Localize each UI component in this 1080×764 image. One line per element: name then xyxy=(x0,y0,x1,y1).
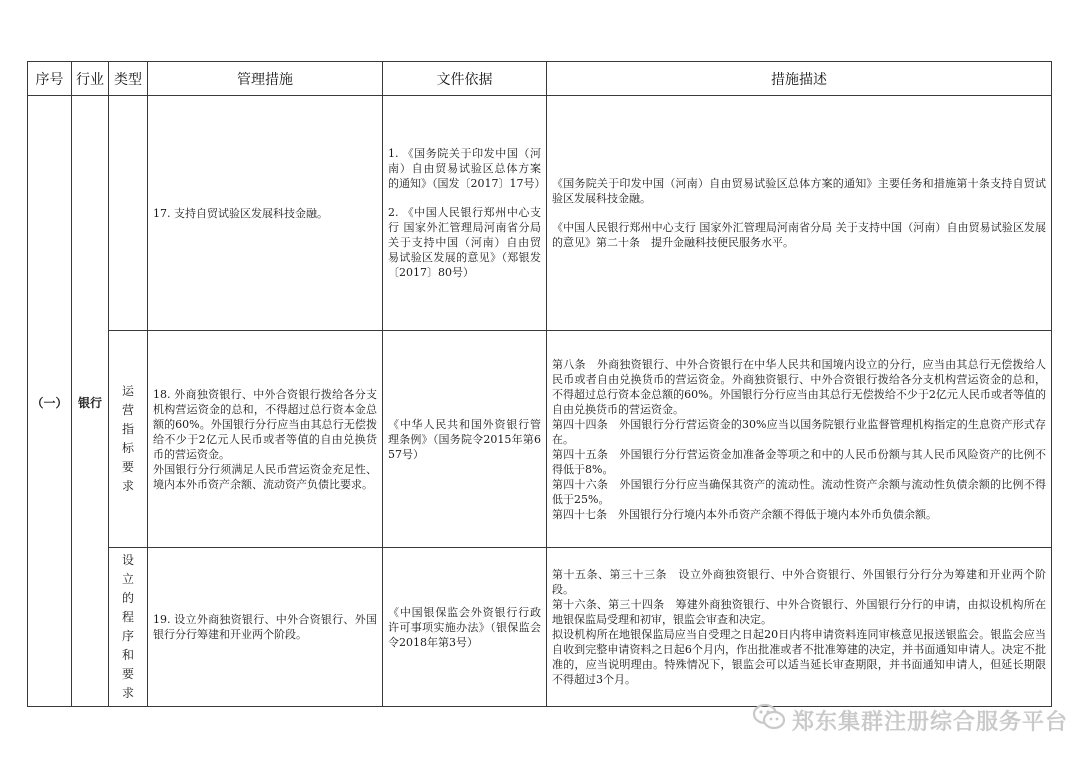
description-text: 《中国人民银行郑州中心支行 国家外汇管理局河南省分局 关于支持中国（河南）自由贸易试验区发展的意见》第二十条 提升金融科技便民服务水平。 xyxy=(552,221,1046,249)
description-cell xyxy=(547,96,1052,331)
table-row xyxy=(28,331,1052,548)
type-label: 运营指标要求 xyxy=(121,384,134,493)
description-text: 第四十七条 外国银行分行境内本外币资产余额不得低于境内本外币负债余额。 xyxy=(552,507,937,521)
measure-text: 17. 支持自贸试验区发展科技金融。 xyxy=(153,206,328,220)
basis-text: 2. 《中国人民银行郑州中心支行 国家外汇管理局河南省分局 关于支持中国（河南）自由贸易试验区发展的意见》（郑银发〔2017〕80号） xyxy=(388,206,541,279)
header-type: 类型 xyxy=(109,62,148,96)
measure-cell xyxy=(148,331,383,548)
basis-text: 《中国银保监会外资银行行政许可事项实施办法》（银保监会令2018年第3号） xyxy=(388,605,541,649)
description-text: 拟设机构所在地银保监局应当自受理之日起20日内将申请资料连同审核意见报送银监会。银监会应当自收到完整申请资料之日起6个月内，作出批准或者不批准筹建的决定，并书面通知申请人。决定不批准的，应当说明理由。特殊情况下，银监会可以适当延长审查期限，并书面通知申请人，但延长期限不得超过3个月。 xyxy=(552,628,1046,686)
measure-text: 18. 外商独资银行、中外合资银行拨给各分支机构营运资金的总和，不得超过总行资本金总额的60%。外国银行分行应当由其总行无偿拨给不少于2亿元人民币或者等值的自由兑换货币的营运资金。 xyxy=(153,387,377,461)
description-text: 第八条 外商独资银行、中外合资银行在中华人民共和国境内设立的分行，应当由其总行无偿拨给人民币或者自由兑换货币的营运资金。外商独资银行、中外合资银行拨给各分支机构营运资金的总和，不得超过总行资本金总额的60%。外国银行分行应当由其总行无偿拨给不少于2亿元人民币或者等值的自由兑换货币的营运资金。 xyxy=(552,357,1046,416)
header-measure: 管理措施 xyxy=(148,62,383,96)
description-text: 第十五条、第三十三条 设立外商独资银行、中外合资银行、外国银行分行分为筹建和开业两个阶段。 xyxy=(552,568,1046,596)
table-row xyxy=(28,96,1052,331)
type-cell xyxy=(109,96,148,331)
basis-cell xyxy=(383,548,547,707)
header-description: 措施描述 xyxy=(547,62,1052,96)
header-industry: 行业 xyxy=(72,62,109,96)
type-cell xyxy=(109,331,148,548)
basis-text: 《中华人民共和国外资银行管理条例》（国务院令2015年第657号） xyxy=(388,417,541,461)
watermark xyxy=(752,703,1068,737)
type-label: 设立的程序和要求 xyxy=(121,553,134,700)
header-row xyxy=(28,62,1052,96)
industry-cell xyxy=(72,96,109,707)
description-text: 第十六条、第三十四条 筹建外商独资银行、中外合资银行、外国银行分行的申请，由拟设机构所在地银保监局受理和初审，银监会审查和决定。 xyxy=(552,598,1046,626)
watermark-text: 郑东集群注册综合服务平台 xyxy=(791,709,1068,735)
description-cell xyxy=(547,331,1052,548)
measure-cell xyxy=(148,548,383,707)
description-text: 第四十六条 外国银行分行应当确保其资产的流动性。流动性资产余额与流动性负债余额的比例不得低于25%。 xyxy=(552,477,1046,506)
measure-text: 19. 设立外商独资银行、中外合资银行、外国银行分行筹建和开业两个阶段。 xyxy=(153,613,377,641)
type-cell xyxy=(109,548,148,707)
header-basis: 文件依据 xyxy=(383,62,547,96)
description-cell xyxy=(547,548,1052,707)
measure-text: 外国银行分行须满足人民币营运资金充足性、境内本外币资产余额、流动资产负债比要求。 xyxy=(153,462,377,491)
description-text: 《国务院关于印发中国（河南）自由贸易试验区总体方案的通知》主要任务和措施第十条支持自贸试验区发展科技金融。 xyxy=(552,177,1046,205)
header-seq: 序号 xyxy=(28,62,72,96)
seq-label: （一） xyxy=(31,395,68,410)
seq-cell xyxy=(28,96,72,707)
industry-label: 银行 xyxy=(77,395,102,410)
basis-text: 1. 《国务院关于印发中国（河南）自由贸易试验区总体方案的通知》（国发〔2017〕17号） xyxy=(388,147,546,190)
wechat-icon xyxy=(752,703,786,737)
description-text: 第四十四条 外国银行分行营运资金的30%应当以国务院银行业监督管理机构指定的生息资产形式存在。 xyxy=(552,417,1046,446)
table-row xyxy=(28,548,1052,707)
description-text: 第四十五条 外国银行分行营运资金加准备金等项之和中的人民币份额与其人民币风险资产的比例不得低于8%。 xyxy=(552,447,1046,476)
basis-cell xyxy=(383,331,547,548)
basis-cell xyxy=(383,96,547,331)
measure-cell xyxy=(148,96,383,331)
measures-table xyxy=(27,61,1052,707)
